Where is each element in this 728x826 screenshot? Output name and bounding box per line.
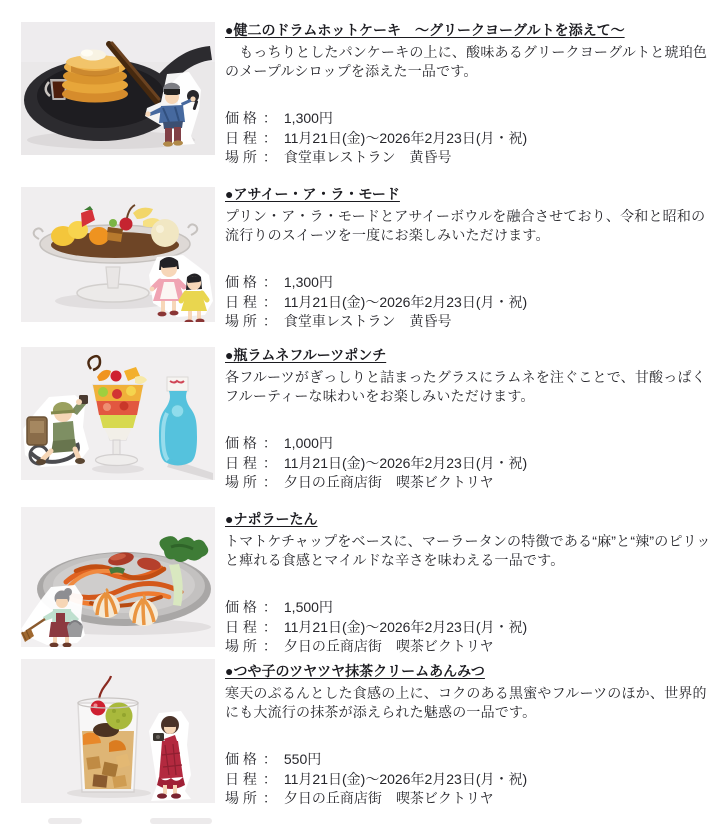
colon: ： (262, 770, 277, 787)
price-line (225, 273, 712, 293)
colon: ： (262, 435, 277, 451)
colon: ： (262, 293, 277, 310)
photo-napola-tan (21, 507, 215, 647)
place-label: 場 所 (225, 313, 257, 329)
next-photo-edge-smudge (150, 818, 212, 824)
colon: ： (262, 751, 277, 767)
item-description: 各フルーツがぎっしりと詰まったグラスにラムネを注ぐことで、甘酸っぱくフルーティーな味わいをお楽しみいただけます。 (225, 369, 706, 404)
price-value: 1,300円 (283, 274, 333, 290)
item-title: ●健二のドラムホットケーキ ～グリークヨーグルトを添えて～ (225, 22, 625, 38)
price-line (225, 434, 712, 454)
schedule-label: 日 程 (225, 618, 257, 635)
photo-acai-a-la-mode (21, 187, 215, 322)
place-value: 食堂車レストラン 黄昏号 (283, 313, 452, 329)
colon: ： (262, 313, 277, 329)
schedule-line (225, 293, 712, 313)
item-info (225, 750, 712, 809)
item-description: もっちりとしたパンケーキの上に、酸味あるグリークヨーグルトと琥珀色のメープルシロップを添えた一品です。 (225, 44, 708, 79)
schedule-line (225, 129, 712, 149)
colon: ： (262, 274, 277, 290)
item-title: ●瓶ラムネフルーツポンチ (225, 347, 387, 363)
colon: ： (262, 599, 277, 615)
place-line (225, 473, 712, 493)
price-label: 価 格 (225, 751, 257, 767)
price-line (225, 750, 712, 770)
place-line (225, 637, 712, 657)
colon: ： (262, 129, 277, 146)
price-line (225, 598, 712, 618)
item-section-acai-a-la-mode (225, 184, 712, 329)
pancake-pan-illustration (21, 22, 215, 155)
photo-matcha-cream-anmitsu (21, 659, 215, 803)
photo-ramune-fruit-punch (21, 347, 215, 480)
schedule-line (225, 770, 712, 790)
colon: ： (262, 110, 277, 126)
anmitsu-glass-illustration (21, 659, 215, 803)
item-title: ●アサイー・ア・ラ・モード (225, 186, 400, 202)
item-section-drum-hotcakes (225, 20, 712, 165)
colon: ： (262, 790, 277, 806)
place-label: 場 所 (225, 474, 257, 490)
item-info (225, 598, 712, 657)
price-value: 1,300円 (283, 110, 333, 126)
item-description: 寒天のぷるんとした食感の上に、コクのある黒蜜やフルーツのほか、世界的にも大流行の抹茶が添えられた魅惑の一品です。 (225, 685, 707, 720)
schedule-label: 日 程 (225, 770, 257, 787)
place-line (225, 312, 712, 332)
price-value: 550円 (283, 751, 322, 767)
item-title: ●つや子のツヤツヤ抹茶クリームあんみつ (225, 663, 485, 679)
schedule-label: 日 程 (225, 454, 257, 471)
place-label: 場 所 (225, 638, 257, 654)
price-value: 1,000円 (283, 435, 333, 451)
place-line (225, 789, 712, 809)
item-info (225, 273, 712, 332)
next-photo-edge-smudge (48, 818, 82, 824)
schedule-label: 日 程 (225, 293, 257, 310)
place-label: 場 所 (225, 790, 257, 806)
place-label: 場 所 (225, 149, 257, 165)
colon: ： (262, 638, 277, 654)
schedule-value: 11月21日(金)～2026年2月23日(月・祝) (283, 293, 528, 310)
place-value: 夕日の丘商店街 喫茶ビクトリヤ (283, 638, 494, 654)
fruit-punch-ramune-illustration (21, 347, 215, 480)
colon: ： (262, 149, 277, 165)
place-value: 食堂車レストラン 黄昏号 (283, 149, 452, 165)
item-section-ramune-fruit-punch (225, 345, 712, 490)
colon: ： (262, 474, 277, 490)
schedule-label: 日 程 (225, 129, 257, 146)
price-label: 価 格 (225, 110, 257, 126)
place-line (225, 148, 712, 168)
schedule-line (225, 618, 712, 638)
schedule-value: 11月21日(金)～2026年2月23日(月・祝) (283, 618, 528, 635)
schedule-value: 11月21日(金)～2026年2月23日(月・祝) (283, 770, 528, 787)
place-value: 夕日の丘商店街 喫茶ビクトリヤ (283, 790, 494, 806)
item-description: プリン・ア・ラ・モードとアサイーボウルを融合させており、令和と昭和の流行りのスイーツを一度にお楽しみいただけます。 (225, 208, 706, 243)
colon: ： (262, 454, 277, 471)
place-value: 夕日の丘商店街 喫茶ビクトリヤ (283, 474, 494, 490)
schedule-line (225, 454, 712, 474)
price-line (225, 109, 712, 129)
napolitan-plate-illustration (21, 507, 215, 647)
fruit-compote-illustration (21, 187, 215, 322)
item-info (225, 109, 712, 168)
item-section-napola-tan (225, 509, 712, 654)
price-label: 価 格 (225, 435, 257, 451)
price-label: 価 格 (225, 274, 257, 290)
schedule-value: 11月21日(金)～2026年2月23日(月・祝) (283, 454, 528, 471)
price-value: 1,500円 (283, 599, 333, 615)
item-section-matcha-anmitsu (225, 661, 712, 806)
schedule-value: 11月21日(金)～2026年2月23日(月・祝) (283, 129, 528, 146)
price-label: 価 格 (225, 599, 257, 615)
colon: ： (262, 618, 277, 635)
item-info (225, 434, 712, 493)
item-description: トマトケチャップをベースに、マーラータンの特徴である“麻”と“辣”のピリッと痺れる食感とマイルドな辛さを味わえる一品です。 (225, 533, 711, 568)
item-title: ●ナポラーたん (225, 511, 318, 527)
photo-drum-hotcakes (21, 22, 215, 155)
